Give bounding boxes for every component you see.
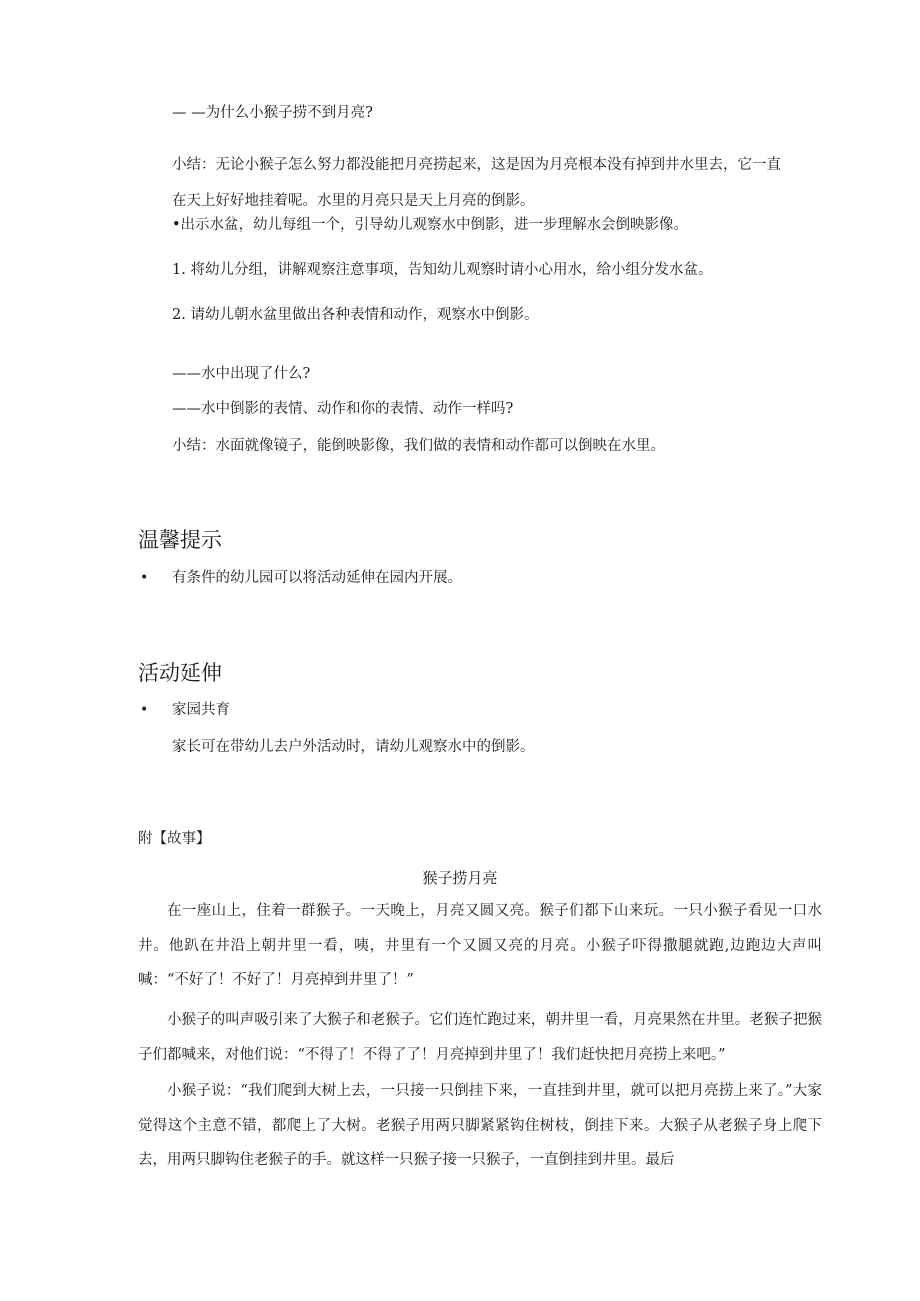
question-why-cannot-scoop-moon: — —为什么小猴子捞不到月亮? [172, 105, 373, 121]
extension-detail: 家长可在带幼儿去户外活动时，请幼儿观察水中的倒影。 [172, 739, 535, 755]
extension-heading: 活动延伸 [138, 661, 222, 685]
summary-2: 小结：水面就像镜子，能倒映影像，我们做的表情和动作都可以倒映在水里。 [172, 438, 665, 454]
step-1: 1. 将幼儿分组，讲解观察注意事项，告知幼儿观察时请小心用水，给小组分发水盆。 [172, 262, 713, 278]
appendix-label: 附【故事】 [138, 831, 211, 847]
extension-bullet: • [140, 702, 149, 718]
story-paragraph-3: 小猴子说：“我们爬到大树上去，一只接一只倒挂下来，一直挂到井里，就可以把月亮捞上来了。”大家觉得这个主意不错，都爬上了大树。老猴子用两只脚紧紧钩住树枝，倒挂下来。大猴子从老猴子身上爬下去，用两只脚钩住老猴子的手。就这样一只猴子接一只猴子，一直倒挂到井里。最后 [138, 1083, 822, 1168]
show-water-basin: •出示水盆，幼儿每组一个，引导幼儿观察水中倒影，进一步理解水会倒映影像。 [172, 217, 689, 233]
tips-bullet: • [140, 570, 149, 586]
tips-heading: 温馨提示 [138, 528, 222, 552]
extension-item: 家园共育 [172, 702, 230, 718]
summary-1-line-2: 在天上好好地挂着呢。水里的月亮只是天上月亮的倒影。 [172, 193, 535, 209]
tips-item: 有条件的幼儿园可以将活动延伸在园内开展。 [172, 570, 462, 586]
question-what-appears: ——水中出现了什么? [172, 366, 311, 382]
summary-1-line-1: 小结：无论小猴子怎么努力都没能把月亮捞起来，这是因为月亮根本没有掉到井水里去，它一直 [172, 157, 781, 173]
question-same-expression: ——水中倒影的表情、动作和你的表情、动作一样吗? [172, 401, 514, 417]
step-2: 2. 请幼儿朝水盆里做出各种表情和动作，观察水中倒影。 [172, 307, 539, 323]
story-title: 猴子捞月亮 [422, 869, 498, 887]
story-paragraph-1: 在一座山上，住着一群猴子。一天晚上，月亮又圆又亮。猴子们都下山来玩。一只小猴子看见一口水井。他趴在井沿上朝井里一看，咦，井里有一个又圆又亮的月亮。小猴子吓得撒腿就跑,边跑边大声叫喊：“不好了！不好了！月亮掉到井里了！” [138, 903, 822, 988]
story-paragraph-2: 小猴子的叫声吸引来了大猴子和老猴子。它们连忙跑过来，朝井里一看，月亮果然在井里。老猴子把猴子们都喊来，对他们说：“不得了！不得了了！月亮掉到井里了！我们赶快把月亮捞上来吧。” [138, 1012, 822, 1063]
